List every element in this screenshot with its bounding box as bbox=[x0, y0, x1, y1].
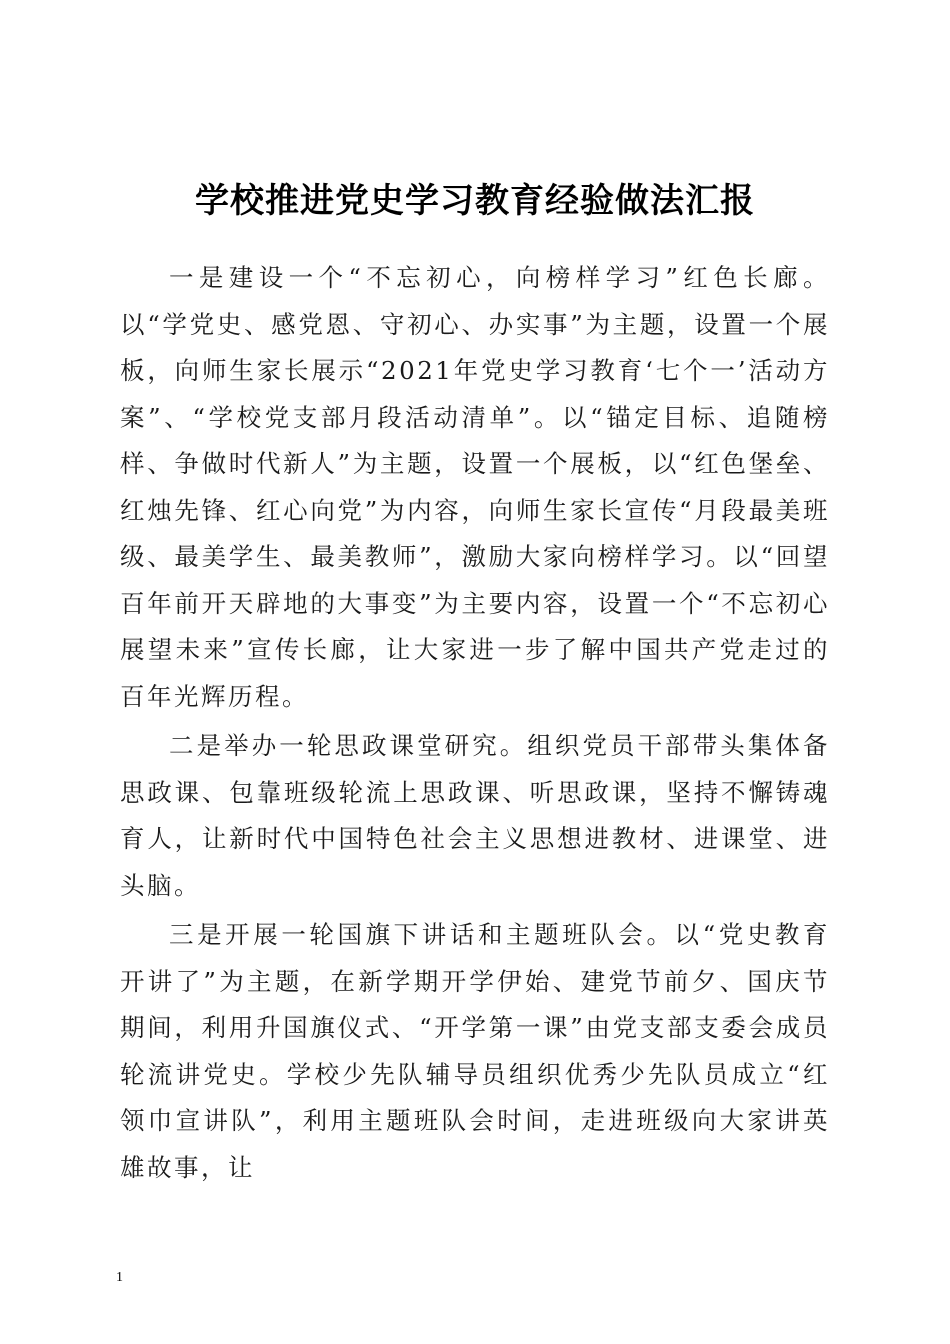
paragraph-2: 二是举办一轮思政课堂研究。组织党员干部带头集体备思政课、包靠班级轮流上思政课、听思政课，坚持不懈铸魂育人，让新时代中国特色社会主义思想进教材、进课堂、进头脑。 bbox=[120, 731, 830, 900]
paragraph-1: 一是建设一个“不忘初心，向榜样学习”红色长廊。以“学党史、感党恩、守初心、办实事”为主题，设置一个展板，向师生家长展示“2021年党史学习教育‘七个一’活动方案”、“学校党支部月段活动清单”。以“锚定目标、追随榜样、争做时代新人”为主题，设置一个展板，以“红色堡垒、红烛先锋、红心向党”为内容，向师生家长宣传“月段最美班级、最美学生、最美教师”，激励大家向榜样学习。以“回望百年前开天辟地的大事变”为主要内容，设置一个“不忘初心展望未来”宣传长廊，让大家进一步了解中国共产党走过的百年光辉历程。 bbox=[120, 263, 830, 711]
paragraph-3: 三是开展一轮国旗下讲话和主题班队会。以“党史教育开讲了”为主题，在新学期开学伊始、建党节前夕、国庆节期间，利用升国旗仪式、“开学第一课”由党支部支委会成员轮流讲党史。学校少先队辅导员组织优秀少先队员成立“红领巾宣讲队”，利用主题班队会时间，走进班级向大家讲英雄故事，让 bbox=[120, 920, 830, 1182]
page-number: 1 bbox=[116, 1270, 123, 1285]
document-body bbox=[120, 255, 830, 1191]
document-title: 学校推进党史学习教育经验做法汇报 bbox=[195, 181, 755, 221]
